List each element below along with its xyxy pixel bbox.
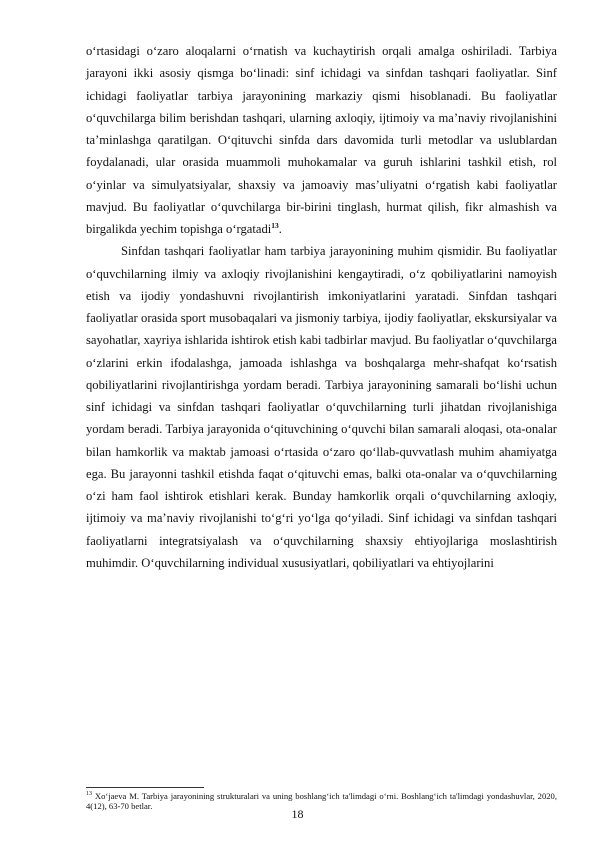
footnote-ref-13[interactable]: 13 [271,220,279,230]
paragraph-1-text: o‘rtasidagi o‘zaro aloqalarni o‘rnatish va kuchaytirish orqali amalga oshiriladi. Tarbiya jarayoni ikki asosiy qismga bo‘linadi: sinf ichidagi va sinfdan tashqari faoliyatlar. Sinf ichidagi faoliyatlar tarbiya jarayonining markaziy qismi hisoblanadi. Bu faoliyatlar o‘quvchilarga bilim berishdan tashqari, ularning axloqiy, ijtimoiy va ma’naviy rivojlanishini ta’minlashga qaratilgan. O‘qituvchi sinfda dars davomida turli metodlar va uslublardan foydalanadi, ular orasida muammoli muhokamalar va guruh ishlarini tashkil etish, rol o‘yinlar va simulyatsiyalar, shaxsiy va jamoaviy mas’uliyatni o‘rgatish kabi faoliyatlar mavjud. Bu faoliyatlar o‘quvchilarga bir-birini tinglash, hurmat qilish, fikr almashish va birgalikda yechim topishga o‘rgatadi [86,44,557,236]
footnote-text: Xo‘jaeva M. Tarbiya jarayonining strukturalari va uning boshlang‘ich ta'limdagi o‘rni. Boshlang‘ich ta'limdagi yondashuvlar, 2020, 4(12), 63-70 betlar. [86,791,557,812]
page-number: 18 [291,807,304,821]
paragraph-1 [86,40,557,240]
footnote-number: 13 [86,791,92,798]
paragraph-2: Sinfdan tashqari faoliyatlar ham tarbiya jarayonining muhim qismidir. Bu faoliyatlar o‘quvchilarning ilmiy va axloqiy rivojlanishini kengaytiradi, o‘z qobiliyatlarini namoyish etish va ijodiy yondashuvni rivojlantirish imkoniyatlarini yaratadi. Sinfdan tashqari faoliyatlar orasida sport musobaqalari va jismoniy tarbiya, ijodiy faoliyatlar, ekskursiyalar va sayohatlar, xayriya ishlarida ishtirok etish kabi tadbirlar mavjud. Bu faoliyatlar o‘quvchilarga o‘zlarini erkin ifodalashga, jamoada ishlashga va boshqalarga mehr-shafqat ko‘rsatish qobiliyatlarini rivojlantirishga yordam beradi. Tarbiya jarayonining samarali bo‘lishi uchun sinf ichidagi va sinfdan tashqari faoliyatlar o‘quvchilarning turli jihatdan rivojlanishiga yordam beradi. Tarbiya jarayonida o‘qituvchining o‘quvchi bilan samarali aloqasi, ota-onalar bilan hamkorlik va maktab jamoasi o‘rtasida o‘zaro qo‘llab-quvvatlash muhim ahamiyatga ega. Bu jarayonni tashkil etishda faqat o‘qituvchi emas, balki ota-onalar va o‘quvchilarning o‘zi ham faol ishtirok etishlari kerak. Bunday hamkorlik orqali o‘quvchilarning axloqiy, ijtimoiy va ma’naviy rivojlanishi to‘g‘ri yo‘lga qo‘yiladi. Sinf ichidagi va sinfdan tashqari faoliyatlarni integratsiyalash va o‘quvchilarning shaxsiy ehtiyojlariga moslashtirish muhimdir. O‘quvchilarning individual xususiyatlari, qobiliyatlari va ehtiyojlarini [86,244,557,570]
paragraph-1-end: . [278,222,282,236]
footnote-separator [86,787,204,788]
page-body [86,40,557,574]
